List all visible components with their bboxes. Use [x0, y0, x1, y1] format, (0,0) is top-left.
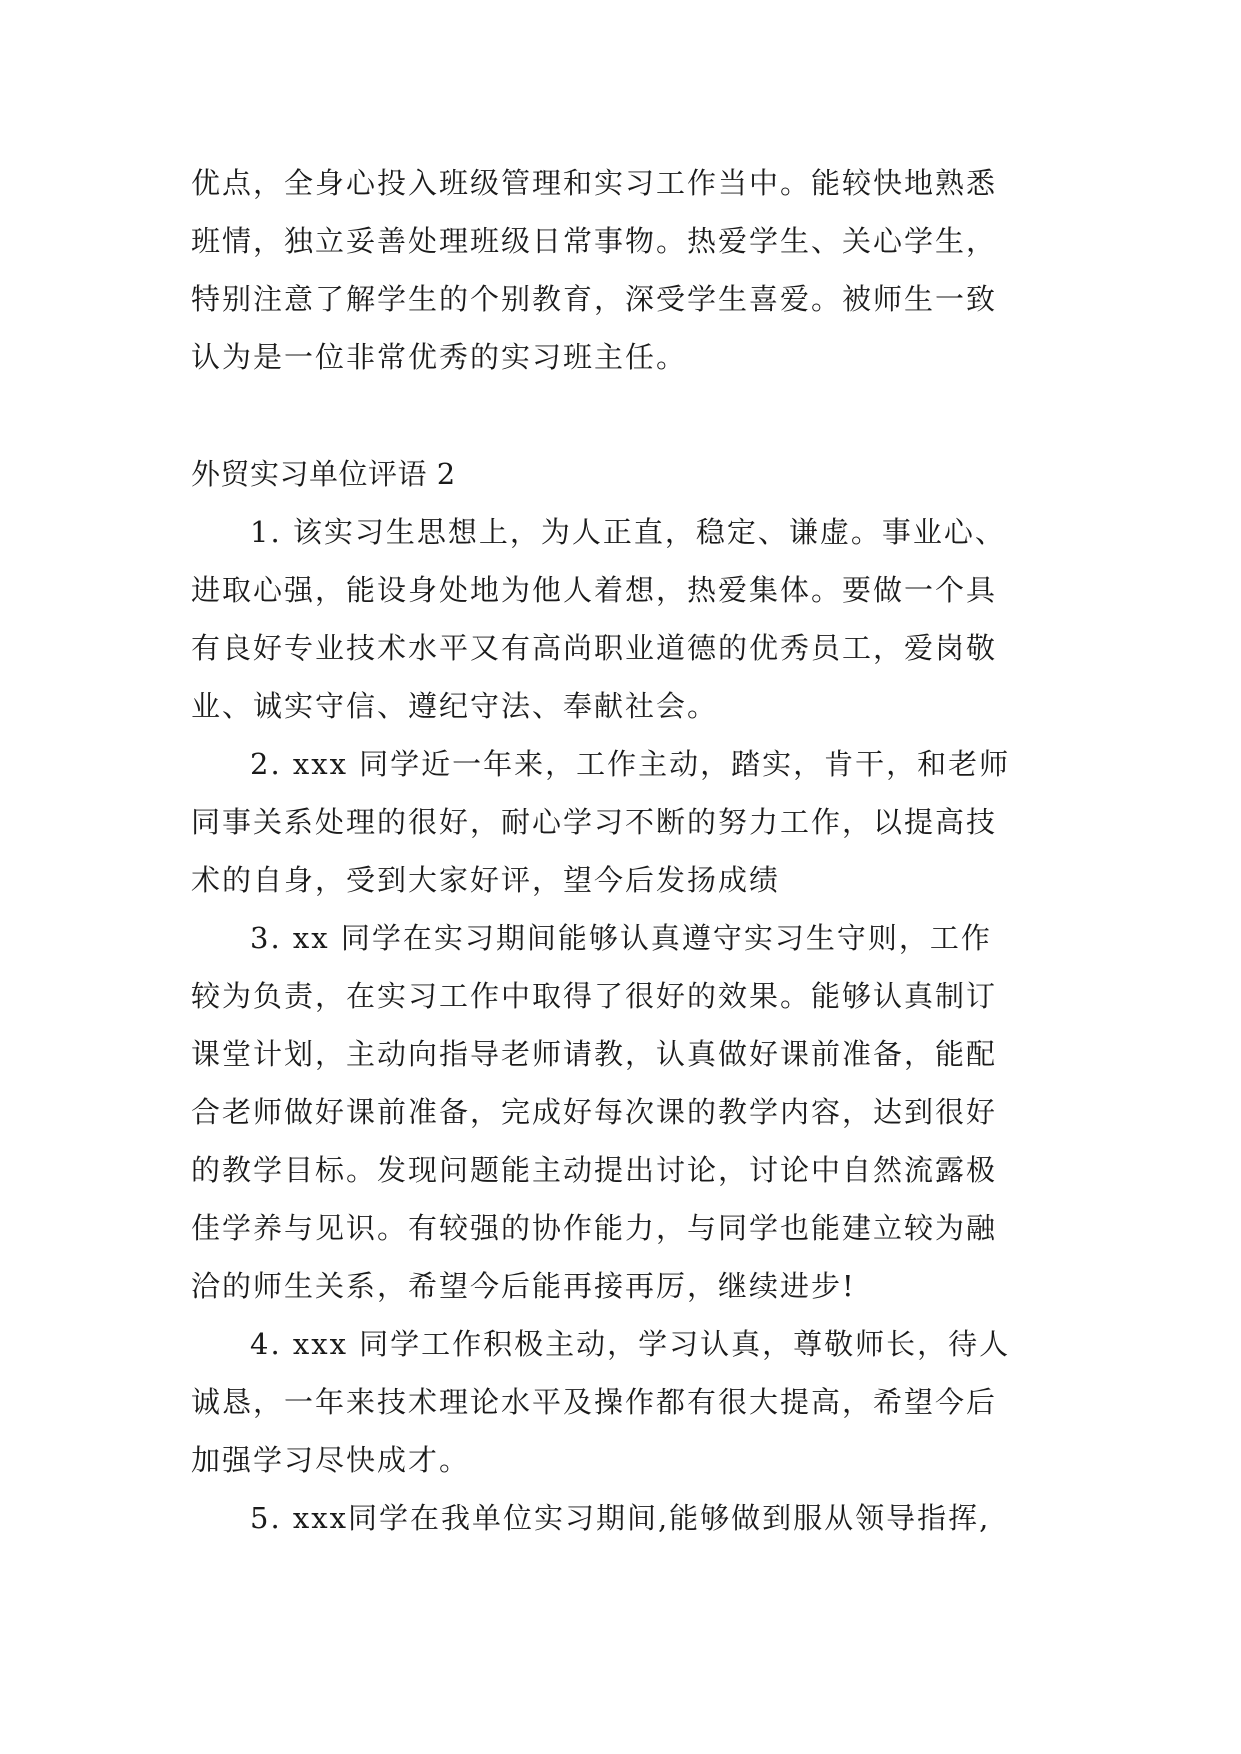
paragraph-line: 佳学养与见识。有较强的协作能力，与同学也能建立较为融 — [191, 1211, 998, 1245]
paragraph-line: 术的自身，受到大家好评，望今后发扬成绩 — [191, 863, 781, 897]
paragraph-line: 洽的师生关系，希望今后能再接再厉，继续进步! — [191, 1269, 856, 1303]
paragraph-line: 进取心强，能设身处地为他人着想，热爱集体。要做一个具 — [191, 573, 998, 607]
section-heading: 外贸实习单位评语 2 — [191, 457, 456, 491]
list-item-4-first-line: 4. xxx 同学工作积极主动，学习认真，尊敬师长，待人 — [250, 1327, 1011, 1361]
list-item-3-first-line: 3. xx 同学在实习期间能够认真遵守实习生守则，工作 — [250, 921, 992, 955]
list-item-5-first-line: 5. xxx同学在我单位实习期间,能够做到服从领导指挥, — [250, 1501, 991, 1535]
paragraph-line: 优点，全身心投入班级管理和实习工作当中。能较快地熟悉 — [191, 166, 998, 200]
paragraph-line: 认为是一位非常优秀的实习班主任。 — [191, 340, 688, 374]
paragraph-line: 同事关系处理的很好，耐心学习不断的努力工作，以提高技 — [191, 805, 998, 839]
list-item-2-first-line: 2. xxx 同学近一年来，工作主动，踏实，肯干，和老师 — [250, 747, 1011, 781]
paragraph-line: 业、诚实守信、遵纪守法、奉献社会。 — [191, 689, 719, 723]
paragraph-line: 合老师做好课前准备，完成好每次课的教学内容，达到很好 — [191, 1095, 998, 1129]
paragraph-line: 特别注意了解学生的个别教育，深受学生喜爱。被师生一致 — [191, 282, 998, 316]
list-item-1-first-line: 1. 该实习生思想上，为人正直，稳定、谦虚。事业心、 — [250, 515, 1006, 549]
paragraph-line: 较为负责，在实习工作中取得了很好的效果。能够认真制订 — [191, 979, 998, 1013]
paragraph-line: 诚恳，一年来技术理论水平及操作都有很大提高，希望今后 — [191, 1385, 998, 1419]
paragraph-line: 的教学目标。发现问题能主动提出讨论，讨论中自然流露极 — [191, 1153, 998, 1187]
paragraph-line: 课堂计划，主动向指导老师请教，认真做好课前准备，能配 — [191, 1037, 998, 1071]
paragraph-line: 有良好专业技术水平又有高尚职业道德的优秀员工，爱岗敬 — [191, 631, 998, 665]
paragraph-line: 班情，独立妥善处理班级日常事物。热爱学生、关心学生， — [191, 224, 998, 258]
paragraph-line: 加强学习尽快成才。 — [191, 1443, 471, 1477]
